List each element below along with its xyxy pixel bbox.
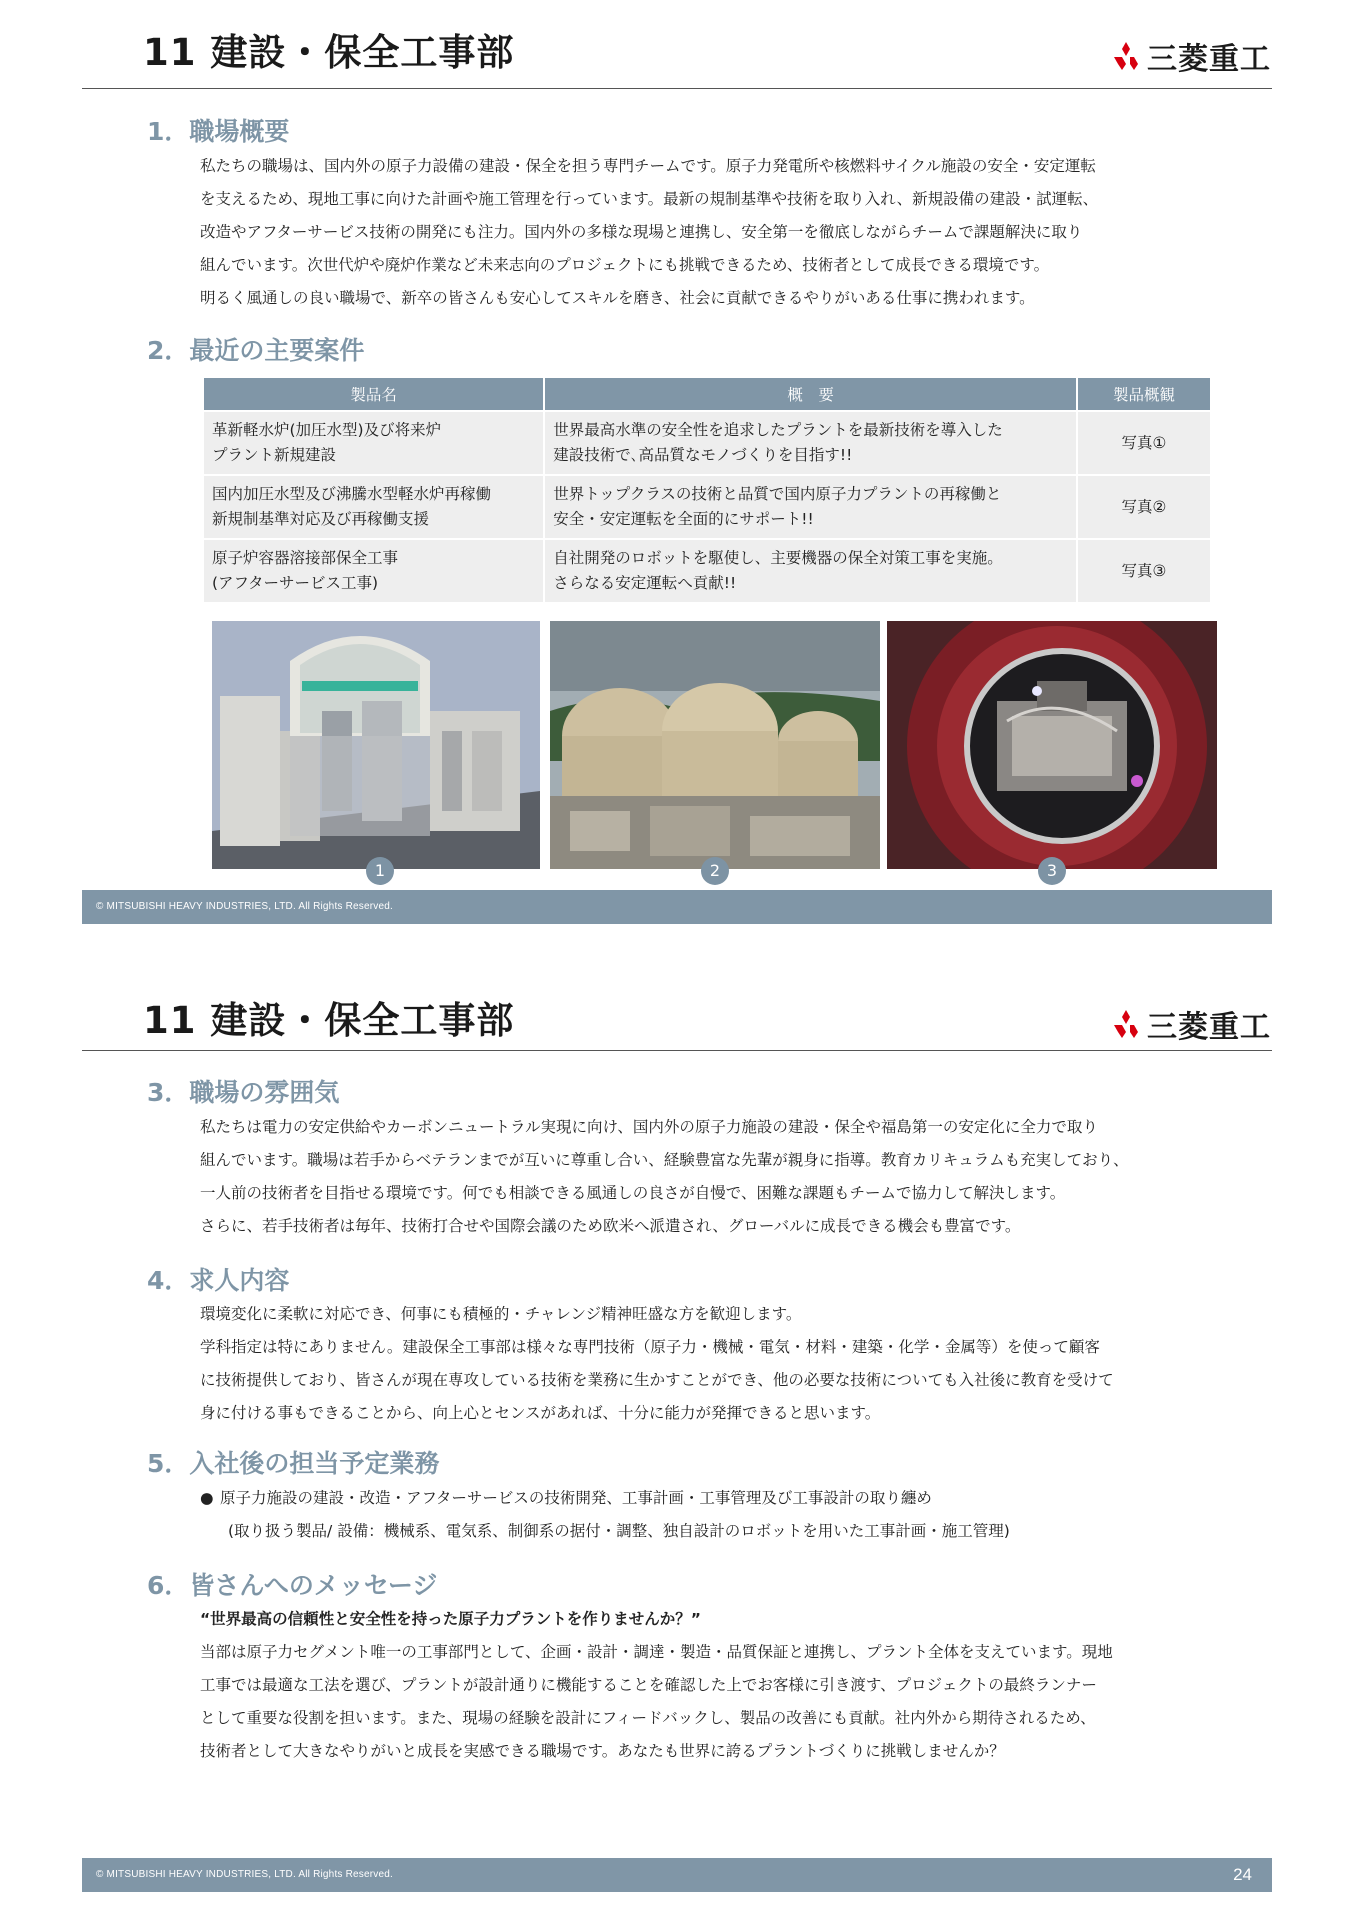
company-logo [1109,34,1271,78]
logo-text: 三菱重工 [1147,1010,1271,1045]
header-rule [82,1050,1272,1051]
page-title: 11 建設・保全工事部 [143,31,515,74]
table-row [203,411,1211,475]
cell-line: 安全・安定運転を全面的にサポート!! [553,510,814,528]
requirements-line: 環境変化に柔軟に対応でき、何事にも積極的・チャレンジ精神旺盛な方を歓迎します。 [200,1305,802,1323]
message-line: 技術者として大きなやりがいと成長を実感できる職場です。あなたも世界に誇るプラントづくりに挑戦しませんか？ [200,1742,1005,1760]
header-rule [82,88,1272,89]
duties-list [200,1482,1220,1548]
section-heading-message: 6．皆さんへのメッセージ [147,1571,438,1600]
message-line: として重要な役割を担います。また、現場の経験を設計にフィードバックし、製品の改善にも貢献。社内外から期待されるため、 [200,1709,1096,1727]
cell-line: (アフターサービス工事) [212,574,379,592]
page-title: 11 建設・保全工事部 [143,999,515,1042]
list-item [200,1482,1220,1515]
cell-line: 世界最高水準の安全性を追求したプラントを最新技術を導入した [553,421,1003,439]
cell-line: 建設技術で､高品質なモノづくりを目指す!! [553,446,853,464]
atmosphere-line: さらに、若手技術者は毎年、技術打合せや国際会議のため欧米へ派遣され、グローバルに成長できる機会も豊富です。 [200,1217,1021,1235]
product-name-cell [203,475,544,539]
overview-line: 改造やアフターサービス技術の開発にも注力。国内外の多様な現場と連携し、安全第一を徹底しながらチームで課題解決に取り [200,223,1083,241]
overview-line: 私たちの職場は、国内外の原子力設備の建設・保全を担う専門チームです。原子力発電所や核燃料サイクル施設の安全・安定運転 [200,157,1096,175]
requirements-line: に技術提供しており、皆さんが現在専攻している技術を業務に生かすことができ、他の必要な技術についても入社後に教育を受けて [200,1371,1114,1389]
message-paragraph [200,1603,1220,1768]
cell-line: プラント新規建設 [212,446,337,464]
page-number: 24 [1233,1865,1252,1884]
column-header-summary: 概 要 [544,377,1077,411]
company-logo [1109,1002,1271,1046]
overview-line: 組んでいます。次世代炉や廃炉作業など未来志向のプロジェクトにも挑戦できるため、技術者として成長できる環境です。 [200,256,1050,274]
cell-line: さらなる安定運転へ貢献!! [553,574,737,592]
requirements-line: 学科指定は特にありません。建設保全工事部は様々な専門技術（原子力・機械・電気・材料・建築・化学・金属等）を使って顧客 [200,1338,1100,1356]
photo-badge-3: 3 [1038,857,1066,885]
photo-plant-domes [550,621,880,869]
duty-detail: (取り扱う製品/ 設備：機械系、電気系、制御系の据付・調整、独自設計のロボットを用いた工事計画・施工管理) [228,1522,1010,1540]
footer-bar [82,890,1272,924]
requirements-paragraph [200,1298,1220,1430]
duty-text: 原子力施設の建設・改造・アフターサービスの技術開発、工事計画・工事管理及び工事設計の取り纏め [220,1489,932,1507]
slide-2 [0,960,1351,1920]
copyright-text: © MITSUBISHI HEAVY INDUSTRIES, LTD. All Rights Reserved. [96,1869,393,1880]
three-diamonds-icon [1109,1009,1143,1039]
overview-paragraph [200,150,1220,315]
bullet-icon: ● [200,1489,214,1507]
section-heading-overview: 1．職場概要 [147,117,290,146]
atmosphere-paragraph [200,1111,1220,1243]
photo-reactor-cutaway [212,621,540,869]
footer-bar [82,1858,1272,1892]
column-header-photo: 製品概観 [1077,377,1211,411]
table-row [203,475,1211,539]
cell-line: 革新軽水炉(加圧水型)及び将来炉 [212,421,442,439]
section-heading-duties: 5．入社後の担当予定業務 [147,1449,440,1478]
section-heading-job-requirements: 4．求人内容 [147,1266,290,1295]
photo-badge-2: 2 [701,857,729,885]
section-heading-atmosphere: 3．職場の雰囲気 [147,1078,340,1107]
cell-line: 原子炉容器溶接部保全工事 [212,549,399,567]
photo-ref-cell: 写真③ [1077,539,1211,603]
message-line: 当部は原子力セグメント唯一の工事部門として、企画・設計・調達・製造・品質保証と連携し、プラント全体を支えています。現地 [200,1643,1113,1661]
slide-1 [0,0,1351,935]
message-quote: “世界最高の信頼性と安全性を持った原子力プラントを作りませんか？” [200,1610,701,1628]
photo-badge-1: 1 [366,857,394,885]
column-header-product: 製品名 [203,377,544,411]
atmosphere-line: 組んでいます。職場は若手からベテランまでが互いに尊重し合い、経験豊富な先輩が親身に指導。教育カリキュラムも充実しており、 [200,1151,1129,1169]
atmosphere-line: 私たちは電力の安定供給やカーボンニュートラル実現に向け、国内外の原子力施設の建設・保全や福島第一の安定化に全力で取り [200,1118,1098,1136]
atmosphere-line: 一人前の技術者を目指せる環境です。何でも相談できる風通しの良さが自慢で、困難な課題もチームで協力して解決します。 [200,1184,1066,1202]
summary-cell [544,475,1077,539]
three-diamonds-icon [1109,41,1143,71]
copyright-text: © MITSUBISHI HEAVY INDUSTRIES, LTD. All Rights Reserved. [96,901,393,912]
summary-cell [544,411,1077,475]
logo-text: 三菱重工 [1147,42,1271,77]
table-header-row [203,377,1211,411]
requirements-line: 身に付ける事もできることから、向上心とセンスがあれば、十分に能力が発揮できると思います。 [200,1404,881,1422]
product-name-cell [203,411,544,475]
photo-ref-cell: 写真② [1077,475,1211,539]
cell-line: 国内加圧水型及び沸騰水型軽水炉再稼働 [212,485,492,503]
product-name-cell [203,539,544,603]
photo-ref-cell: 写真① [1077,411,1211,475]
cell-line: 世界トップクラスの技術と品質で国内原子力プラントの再稼働と [553,485,1002,503]
projects-table [202,376,1212,604]
photo-maintenance-robot [887,621,1217,869]
cell-line: 新規制基準対応及び再稼働支援 [212,510,430,528]
message-line: 工事では最適な工法を選び、プラントが設計通りに機能することを確認した上でお客様に引き渡す、プロジェクトの最終ランナー [200,1676,1097,1694]
table-row [203,539,1211,603]
overview-line: を支えるため、現地工事に向けた計画や施工管理を行っています。最新の規制基準や技術を取り入れ、新規設備の建設・試運転、 [200,190,1099,208]
section-heading-projects: 2．最近の主要案件 [147,336,365,365]
summary-cell [544,539,1077,603]
overview-line: 明るく風通しの良い職場で、新卒の皆さんも安心してスキルを磨き、社会に貢献できるやりがいある仕事に携われます。 [200,289,1035,307]
cell-line: 自社開発のロボットを駆使し、主要機器の保全対策工事を実施。 [553,549,1003,567]
